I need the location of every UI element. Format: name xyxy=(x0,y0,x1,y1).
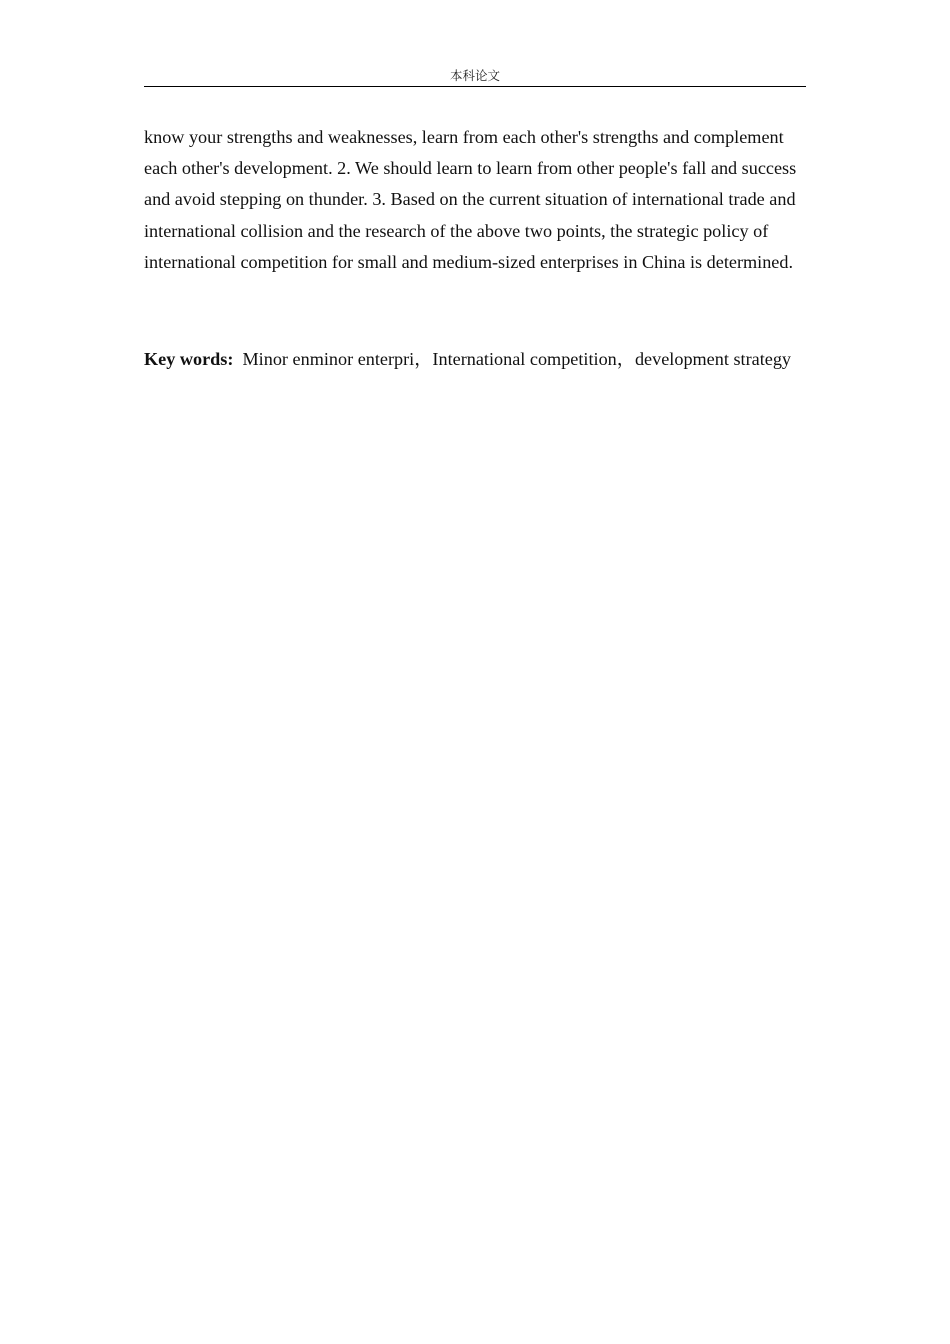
keywords-label: Key words: xyxy=(144,349,234,369)
abstract-paragraph: know your strengths and weaknesses, learn from each other's strengths and complement each other's development. 2. We should learn to learn from other people's fall and success and avoid stepping on thunder. 3. Based on the current situation of international trade and international collision and the research of the above two points, the strategic policy of international competition for small and medium-sized enterprises in China is determined. xyxy=(144,127,797,272)
header-rule xyxy=(144,86,806,87)
keywords-text: Minor enminor enterpri，International competition，development strategy xyxy=(242,349,792,369)
running-header: 本科论文 xyxy=(449,68,500,83)
keywords-line xyxy=(144,341,806,378)
